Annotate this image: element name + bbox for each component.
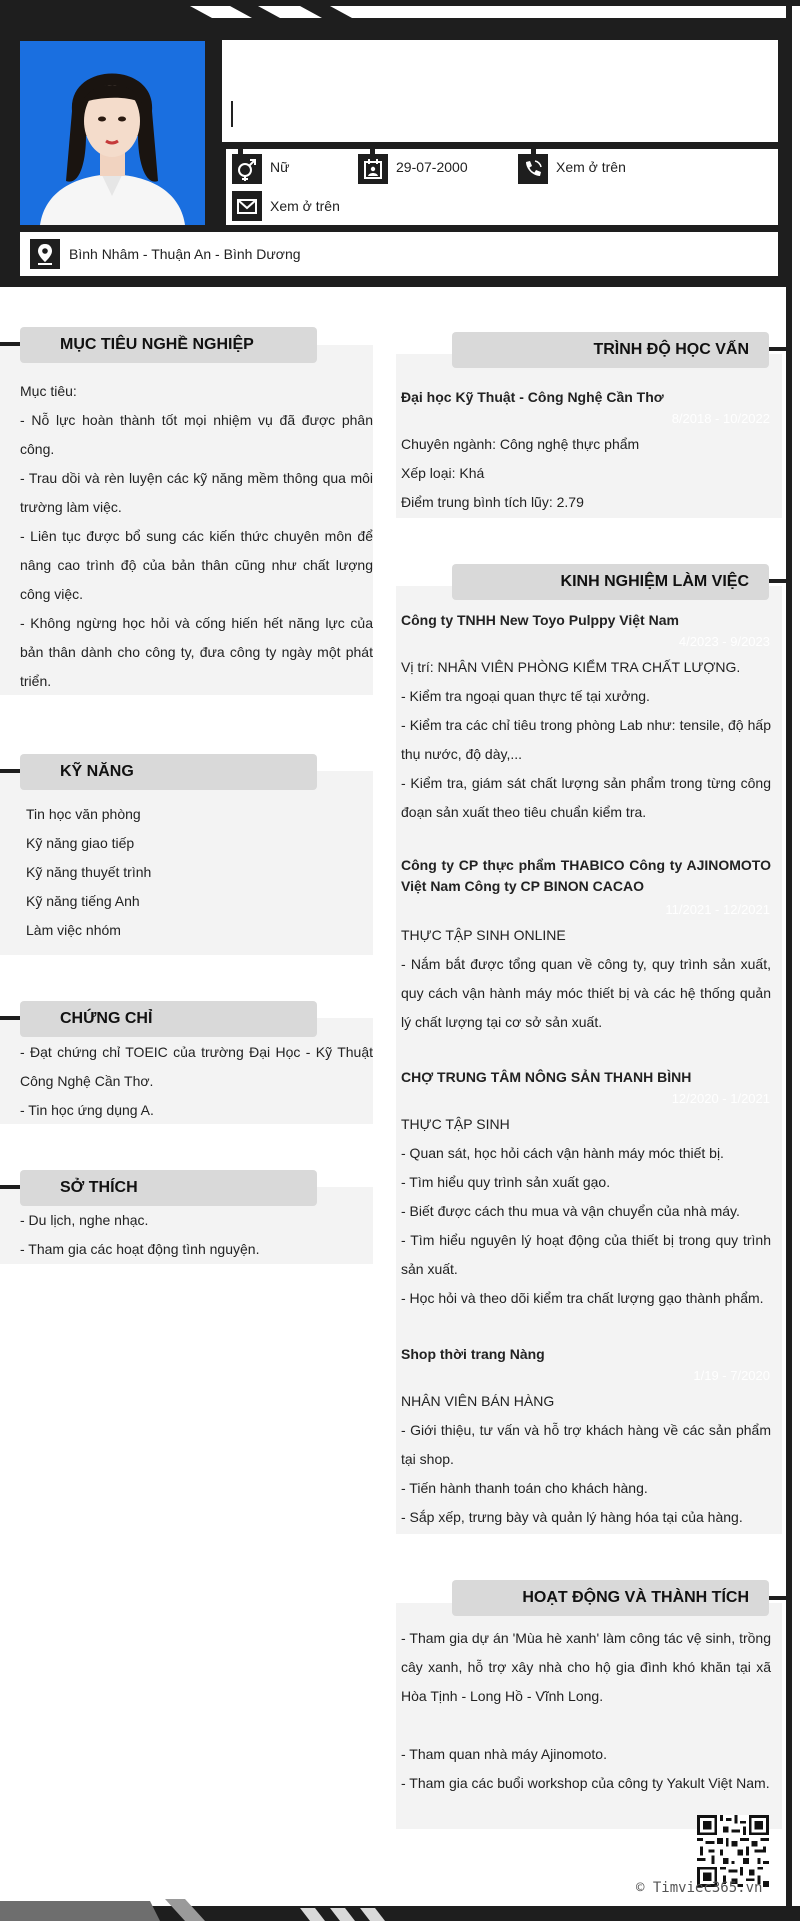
career-goal-text <box>20 377 373 696</box>
job-date: 4/2023 - 9/2023 <box>678 634 770 649</box>
career-goal-line: - Trau dồi và rèn luyện các kỹ năng mềm thông qua môi trường làm việc. <box>20 470 373 515</box>
job-line: - Tiến hành thanh toán cho khách hàng. <box>401 1480 648 1496</box>
job-line: - Sắp xếp, trưng bày và quản lý hàng hóa tại của hàng. <box>401 1509 743 1525</box>
skill-item: Kỹ năng giao tiếp <box>26 835 135 851</box>
education-rank: Xếp loại: Khá <box>401 465 485 481</box>
certificate-line: - Tin học ứng dụng A. <box>20 1102 154 1118</box>
phone-icon <box>518 154 548 184</box>
email-value: Xem ở trên <box>270 198 340 214</box>
education-details <box>401 430 771 517</box>
activity-line: - Tham gia các buổi workshop của công ty Yakult Việt Nam. <box>401 1775 770 1791</box>
education-date: 8/2018 - 10/2022 <box>671 411 770 426</box>
copyright-text: © Timviec365.vn <box>636 1880 763 1896</box>
job-company: Shop thời trang Nàng <box>401 1346 545 1362</box>
job-date: 11/2021 - 12/2021 <box>665 902 770 917</box>
activity-line: - Tham quan nhà máy Ajinomoto. <box>401 1746 607 1762</box>
job-details <box>401 1110 771 1313</box>
education-major: Chuyên ngành: Công nghệ thực phẩm <box>401 436 640 452</box>
activities-title: HOẠT ĐỘNG VÀ THÀNH TÍCH <box>452 1580 769 1616</box>
career-goal-line: - Liên tục được bổ sung các kiến thức chuyên môn để nâng cao trình độ của bản thân cũng như chất lượng công việc. <box>20 528 373 602</box>
hobby-line: - Tham gia các hoạt động tình nguyện. <box>20 1241 260 1257</box>
career-goal-line: Mục tiêu: <box>20 383 77 399</box>
mail-icon <box>232 191 262 221</box>
hobbies-title: SỞ THÍCH <box>20 1170 317 1206</box>
gender-value: Nữ <box>270 159 290 175</box>
certificate-line: - Đạt chứng chỉ TOEIC của trường Đại Học - Kỹ Thuật Công Nghệ Cần Thơ. <box>20 1044 373 1089</box>
job-details <box>401 921 771 1037</box>
skill-item: Làm việc nhóm <box>26 922 121 938</box>
job-date: 12/2020 - 1/2021 <box>671 1091 770 1106</box>
job-line: - Tìm hiểu quy trình sản xuất gạo. <box>401 1174 611 1190</box>
phone-value: Xem ở trên <box>556 159 626 175</box>
job-line: - Kiểm tra ngoại quan thực tế tại xưởng. <box>401 688 650 704</box>
job-line: - Tìm hiểu nguyên lý hoạt động của thiết bị trong quy trình sản xuất. <box>401 1232 771 1277</box>
career-goal-line: - Nỗ lực hoàn thành tốt mọi nhiệm vụ đã được phân công. <box>20 412 373 457</box>
location-icon <box>30 239 60 269</box>
job-details <box>401 1387 771 1532</box>
job-line: - Học hỏi và theo dõi kiểm tra chất lượng gạo thành phẩm. <box>401 1290 764 1306</box>
school-name: Đại học Kỹ Thuật - Công Nghệ Cần Thơ <box>401 389 664 405</box>
job-company: CHỢ TRUNG TÂM NÔNG SẢN THANH BÌNH <box>401 1069 692 1085</box>
job-line: - Giới thiệu, tư vấn và hỗ trợ khách hàng về các sản phẩm tại shop. <box>401 1422 771 1467</box>
profile-photo <box>20 41 205 225</box>
name-box <box>222 40 778 142</box>
hobbies-text <box>20 1206 373 1264</box>
certificates-text <box>20 1038 373 1125</box>
job-line: Vị trí: NHÂN VIÊN PHÒNG KIỂM TRA CHẤT LƯỢNG. <box>401 659 741 675</box>
hobby-line: - Du lịch, nghe nhạc. <box>20 1212 149 1228</box>
career-goal-title: MỤC TIÊU NGHỀ NGHIỆP <box>20 327 317 363</box>
job-line: - Nắm bắt được tổng quan về công ty, quy trình sản xuất, quy cách vận hành máy móc thiết bị và các hệ thống quản lý chất lượng tại cơ sở sản xuất. <box>401 956 771 1030</box>
top-decoration <box>0 0 800 26</box>
career-goal-line: - Không ngừng học hỏi và cống hiến hết năng lực của bản thân dành cho công ty, đưa công ty ngày một phát triển. <box>20 615 373 689</box>
gender-icon <box>232 154 262 184</box>
activity-line <box>401 1711 771 1740</box>
job-line: THỰC TẬP SINH <box>401 1116 510 1132</box>
skill-item: Tin học văn phòng <box>26 806 141 822</box>
job-line: - Biết được cách thu mua và vận chuyển của nhà máy. <box>401 1203 740 1219</box>
job-company: Công ty TNHH New Toyo Pulppy Việt Nam <box>401 612 679 628</box>
activity-line: - Tham gia dự án 'Mùa hè xanh' làm công tác vệ sinh, trồng cây xanh, hỗ trợ xây nhà cho hộ gia đình khó khăn tại xã Hòa Tịnh - Long Hồ - Vĩnh Long. <box>401 1630 771 1704</box>
job-line: THỰC TẬP SINH ONLINE <box>401 927 566 943</box>
job-company: Công ty CP thực phẩm THABICO Công ty AJINOMOTO Việt Nam Công ty CP BINON CACAO <box>401 857 771 894</box>
skills-title: KỸ NĂNG <box>20 754 317 790</box>
job-details <box>401 653 771 827</box>
job-line: - Kiểm tra, giám sát chất lượng sản phẩm trong từng công đoạn sản xuất theo tiêu chuẩn kiểm tra. <box>401 775 771 820</box>
birthdate-value: 29-07-2000 <box>396 159 468 175</box>
certificates-title: CHỨNG CHỈ <box>20 1001 317 1037</box>
skill-item: Kỹ năng tiếng Anh <box>26 893 140 909</box>
experience-title: KINH NGHIỆM LÀM VIỆC <box>452 564 769 600</box>
text-cursor <box>231 101 233 127</box>
job-line: - Kiểm tra các chỉ tiêu trong phòng Lab như: tensile, độ hấp thụ nước, độ dày,... <box>401 717 771 762</box>
education-title: TRÌNH ĐỘ HỌC VẤN <box>452 332 769 368</box>
address-value: Bình Nhâm - Thuận An - Bình Dương <box>69 246 301 262</box>
job-line: NHÂN VIÊN BÁN HÀNG <box>401 1393 555 1409</box>
activities-text <box>401 1624 771 1798</box>
skill-item: Kỹ năng thuyết trình <box>26 864 152 880</box>
calendar-icon <box>358 154 388 184</box>
education-gpa: Điểm trung bình tích lũy: 2.79 <box>401 494 584 510</box>
job-line: - Quan sát, học hỏi cách vận hành máy móc thiết bị. <box>401 1145 724 1161</box>
bottom-decoration <box>0 1896 800 1921</box>
qr-code-icon <box>697 1815 769 1887</box>
right-edge-bar <box>786 0 792 1921</box>
job-date: 1/19 - 7/2020 <box>693 1368 770 1383</box>
skills-list <box>26 800 366 945</box>
